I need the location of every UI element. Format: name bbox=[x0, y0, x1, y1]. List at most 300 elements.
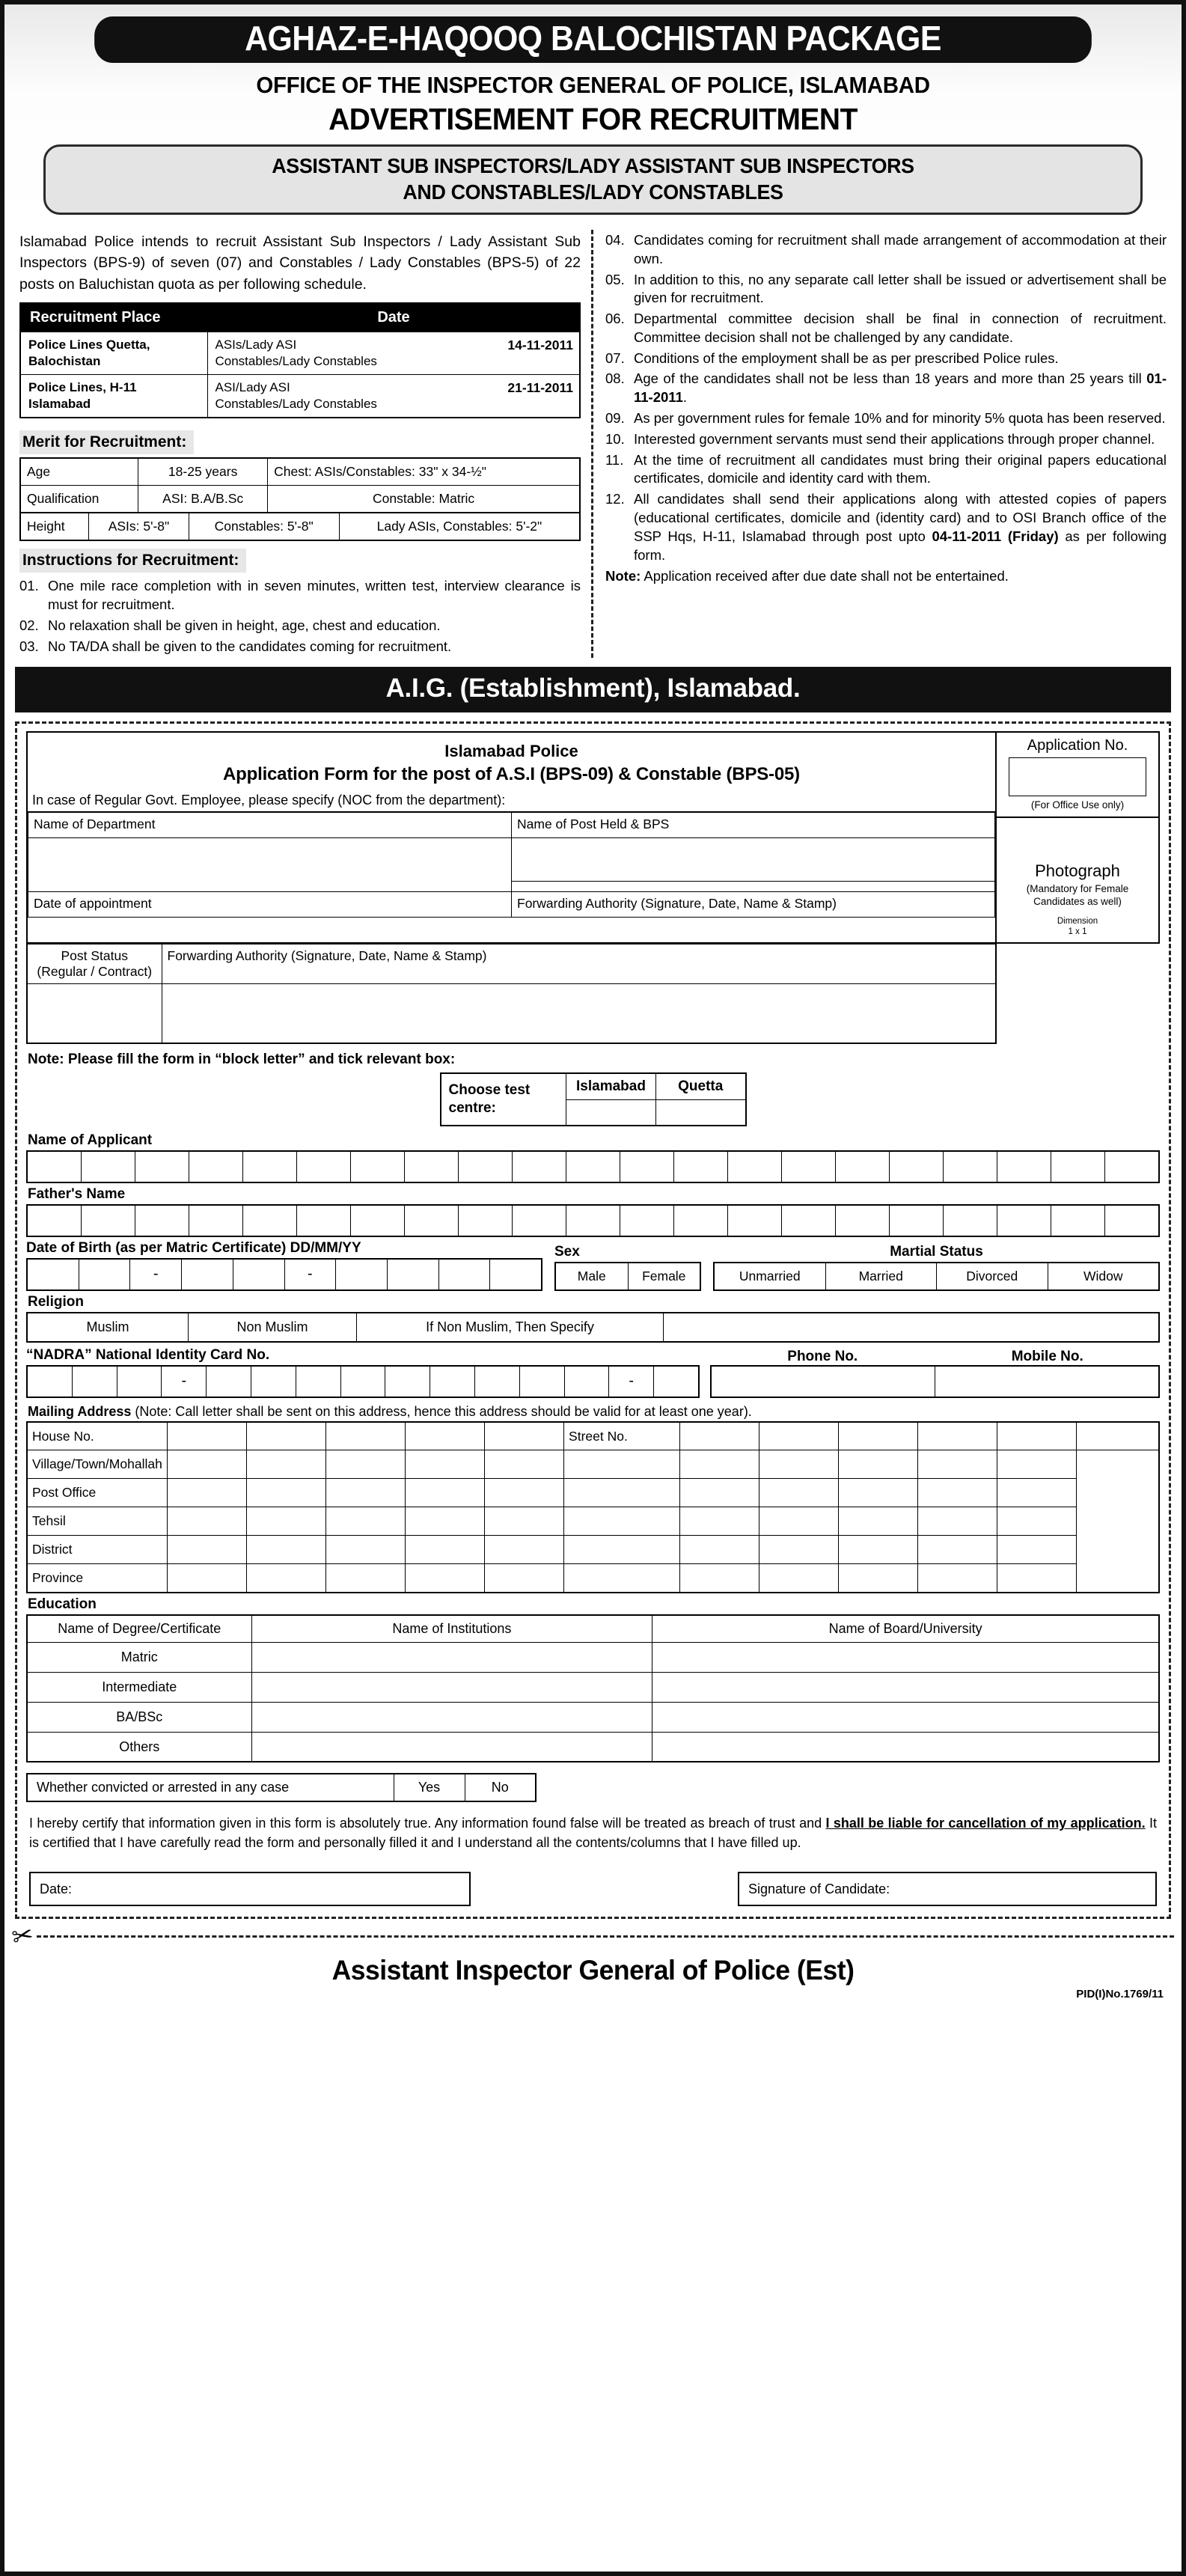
date-of-appointment-input[interactable] bbox=[27, 983, 162, 1043]
religion-option-non-muslim[interactable]: Non Muslim bbox=[189, 1313, 357, 1341]
addr-cell[interactable] bbox=[167, 1564, 246, 1593]
char-cell[interactable] bbox=[189, 1152, 243, 1182]
instructions-heading: Instructions for Recruitment: bbox=[19, 549, 246, 573]
house-cell[interactable] bbox=[405, 1422, 484, 1450]
addr-cell[interactable] bbox=[246, 1564, 325, 1593]
addr-cell[interactable] bbox=[759, 1564, 839, 1593]
date-cell bbox=[207, 332, 580, 374]
char-cell[interactable] bbox=[890, 1206, 944, 1236]
item-number: 03. bbox=[19, 638, 39, 654]
mailing-address-note bbox=[28, 1404, 1160, 1420]
addr-cell[interactable] bbox=[564, 1507, 680, 1536]
addr-cell[interactable] bbox=[246, 1507, 325, 1536]
char-cell[interactable] bbox=[728, 1206, 782, 1236]
height-lady: Lady ASIs, Constables: 5'-2" bbox=[339, 513, 580, 540]
list-item bbox=[605, 370, 1167, 407]
dob-sex-marital-row bbox=[26, 1240, 1160, 1291]
phone-mobile-inputs bbox=[710, 1365, 1160, 1398]
advertisement-line: ADVERTISEMENT FOR RECRUITMENT bbox=[328, 102, 858, 136]
table-row bbox=[28, 837, 995, 881]
form-title-2: Application Form for the post of A.S.I (BPS-09) & Constable (BPS-05) bbox=[223, 764, 800, 785]
char-cell[interactable] bbox=[782, 1206, 836, 1236]
dob-group bbox=[26, 1240, 542, 1291]
centre-label-line-2: centre: bbox=[448, 1100, 496, 1117]
char-cell[interactable] bbox=[728, 1152, 782, 1182]
char-cell[interactable] bbox=[836, 1152, 890, 1182]
table-row bbox=[28, 812, 995, 837]
item-number: 12. bbox=[605, 491, 625, 507]
addr-cell[interactable] bbox=[759, 1450, 839, 1479]
post-held-input-extra[interactable] bbox=[512, 881, 995, 891]
char-cell[interactable] bbox=[251, 1367, 296, 1397]
item-text: At the time of recruitment all candidates must bring their original papers educational certificates, domicile and identity card with them. bbox=[634, 451, 1167, 486]
char-cell[interactable] bbox=[405, 1152, 459, 1182]
addr-cell[interactable] bbox=[680, 1564, 759, 1593]
char-cell[interactable] bbox=[388, 1260, 439, 1289]
char-cell[interactable] bbox=[513, 1152, 566, 1182]
table-row bbox=[20, 332, 580, 374]
addr-cell[interactable] bbox=[167, 1479, 246, 1507]
table-row bbox=[27, 1774, 536, 1801]
addr-cell[interactable] bbox=[405, 1450, 484, 1479]
addr-cell[interactable] bbox=[564, 1450, 680, 1479]
street-cell[interactable] bbox=[680, 1422, 759, 1450]
char-cell[interactable] bbox=[207, 1367, 251, 1397]
nadra-group bbox=[26, 1347, 700, 1398]
street-no-label: Street No. bbox=[564, 1422, 680, 1450]
char-cell[interactable] bbox=[997, 1206, 1051, 1236]
street-cell[interactable] bbox=[839, 1422, 918, 1450]
item-number: 09. bbox=[605, 410, 625, 427]
photograph-block[interactable] bbox=[997, 818, 1158, 942]
posts-line-a: ASIs/Lady ASI bbox=[215, 337, 297, 352]
char-cell[interactable] bbox=[944, 1152, 997, 1182]
table-row bbox=[27, 983, 996, 1043]
char-cell[interactable] bbox=[439, 1260, 491, 1289]
char-cell[interactable] bbox=[341, 1367, 386, 1397]
dash-separator: - bbox=[609, 1367, 654, 1397]
father-name-label: Father's Name bbox=[28, 1185, 126, 1202]
char-cell[interactable] bbox=[782, 1152, 836, 1182]
mailing-address-label: Mailing Address bbox=[28, 1403, 132, 1419]
table-row bbox=[27, 1564, 1159, 1593]
posts-line-2: AND CONSTABLES/LADY CONSTABLES bbox=[403, 180, 783, 204]
dashed-cut-line bbox=[37, 1935, 1175, 1938]
recruitment-date: 21-11-2011 bbox=[507, 379, 573, 395]
form-header-block bbox=[26, 731, 1160, 944]
street-cell[interactable] bbox=[1077, 1422, 1159, 1450]
post-held-input[interactable] bbox=[512, 837, 995, 881]
board-input[interactable] bbox=[652, 1672, 1159, 1702]
qualification-asi: ASI: B.A/B.Sc bbox=[138, 486, 268, 513]
convicted-question: Whether convicted or arrested in any case bbox=[27, 1774, 394, 1801]
item-number: 05. bbox=[605, 271, 625, 287]
addr-cell[interactable] bbox=[839, 1450, 918, 1479]
institution-input[interactable] bbox=[251, 1642, 652, 1672]
marital-option-divorced[interactable]: Divorced bbox=[937, 1263, 1048, 1289]
char-cell[interactable] bbox=[336, 1260, 388, 1289]
table-row bbox=[20, 486, 580, 513]
applicant-name-label: Name of Applicant bbox=[28, 1132, 153, 1148]
char-cell[interactable] bbox=[117, 1367, 162, 1397]
addr-cell[interactable] bbox=[759, 1536, 839, 1564]
addr-cell[interactable] bbox=[918, 1479, 997, 1507]
char-cell[interactable] bbox=[28, 1152, 82, 1182]
test-centre-table bbox=[440, 1072, 747, 1126]
addr-cell[interactable] bbox=[405, 1479, 484, 1507]
char-cell[interactable] bbox=[997, 1152, 1051, 1182]
dimension-label: Dimension bbox=[1057, 917, 1098, 927]
addr-cell[interactable] bbox=[564, 1564, 680, 1593]
addr-cell[interactable] bbox=[680, 1479, 759, 1507]
addr-cell[interactable] bbox=[680, 1507, 759, 1536]
merit-heading: Merit for Recruitment: bbox=[19, 430, 194, 454]
char-cell[interactable] bbox=[944, 1206, 997, 1236]
board-input[interactable] bbox=[652, 1732, 1159, 1762]
degree-matric: Matric bbox=[27, 1642, 251, 1672]
house-cell[interactable] bbox=[246, 1422, 325, 1450]
char-cell[interactable] bbox=[351, 1206, 405, 1236]
addr-cell[interactable] bbox=[485, 1507, 564, 1536]
addr-cell[interactable] bbox=[246, 1536, 325, 1564]
certify-bold-part: I shall be liable for cancellation of my application. bbox=[825, 1816, 1146, 1831]
institution-input[interactable] bbox=[251, 1702, 652, 1732]
char-cell[interactable] bbox=[1051, 1152, 1105, 1182]
form-title-1: Islamabad Police bbox=[444, 742, 578, 761]
mobile-input[interactable] bbox=[935, 1367, 1158, 1397]
district-label: District bbox=[27, 1536, 167, 1564]
date-cell bbox=[207, 374, 580, 418]
addr-cell[interactable] bbox=[759, 1479, 839, 1507]
marital-label: Martial Status bbox=[890, 1243, 983, 1260]
recruitment-date: 14-11-2011 bbox=[507, 337, 573, 352]
addr-cell[interactable] bbox=[325, 1450, 405, 1479]
char-cell[interactable] bbox=[243, 1152, 297, 1182]
char-cell[interactable] bbox=[513, 1206, 566, 1236]
addr-cell[interactable] bbox=[759, 1507, 839, 1536]
centre-checkbox-quetta[interactable] bbox=[656, 1100, 746, 1126]
char-cell[interactable] bbox=[674, 1206, 728, 1236]
certify-part-2: It is certified that I have carefully read the form and personally filled it and I understand all the contents/columns that I have filled up. bbox=[29, 1816, 1157, 1850]
addr-cell[interactable] bbox=[680, 1536, 759, 1564]
addr-cell[interactable] bbox=[325, 1536, 405, 1564]
degree-ba-bsc: BA/BSc bbox=[27, 1702, 251, 1732]
table-row bbox=[27, 1479, 1159, 1507]
item-text: One mile race completion with in seven minutes, written test, interview clearance is must for recruitment. bbox=[48, 578, 581, 612]
char-cell[interactable] bbox=[233, 1260, 285, 1289]
phone-mobile-labels bbox=[710, 1349, 1160, 1365]
department-input[interactable] bbox=[28, 837, 512, 891]
char-cell[interactable] bbox=[475, 1367, 520, 1397]
noc-table-2 bbox=[26, 944, 997, 1045]
char-cell[interactable] bbox=[135, 1206, 189, 1236]
char-cell[interactable] bbox=[182, 1260, 233, 1289]
date-label: Date: bbox=[40, 1881, 73, 1896]
item-number: 07. bbox=[605, 350, 625, 366]
post-status-line-2: (Regular / Contract) bbox=[37, 963, 153, 979]
institution-input[interactable] bbox=[251, 1732, 652, 1762]
char-cell[interactable] bbox=[28, 1260, 79, 1289]
char-cell[interactable] bbox=[296, 1367, 341, 1397]
education-table bbox=[26, 1614, 1160, 1763]
char-cell[interactable] bbox=[243, 1206, 297, 1236]
house-cell[interactable] bbox=[325, 1422, 405, 1450]
height-asi: ASIs: 5'-8" bbox=[89, 513, 189, 540]
addr-cell[interactable] bbox=[680, 1450, 759, 1479]
addr-cell[interactable] bbox=[405, 1507, 484, 1536]
item-text: No TA/DA shall be given to the candidates coming for recruitment. bbox=[48, 638, 452, 654]
father-name-input[interactable] bbox=[26, 1204, 1160, 1237]
name-of-department-label: Name of Department bbox=[28, 812, 512, 837]
dash-separator: - bbox=[285, 1260, 337, 1289]
col-date: Date bbox=[207, 303, 580, 332]
addr-cell[interactable] bbox=[167, 1507, 246, 1536]
dash-separator: - bbox=[162, 1367, 207, 1397]
schedule-table bbox=[19, 302, 581, 418]
form-header-right bbox=[995, 733, 1158, 942]
religion-option-specify-label: If Non Muslim, Then Specify bbox=[357, 1313, 664, 1341]
char-cell[interactable] bbox=[566, 1152, 620, 1182]
tehsil-label: Tehsil bbox=[27, 1507, 167, 1536]
addr-cell[interactable] bbox=[997, 1507, 1077, 1536]
char-cell[interactable] bbox=[82, 1152, 135, 1182]
sex-option-male[interactable]: Male bbox=[556, 1263, 629, 1289]
centre-checkbox-islamabad[interactable] bbox=[566, 1100, 656, 1126]
addr-cell[interactable] bbox=[246, 1479, 325, 1507]
post-office-label: Post Office bbox=[27, 1479, 167, 1507]
religion-options bbox=[26, 1312, 1160, 1343]
applicant-name-input[interactable] bbox=[26, 1150, 1160, 1183]
char-cell[interactable] bbox=[890, 1152, 944, 1182]
addr-cell[interactable] bbox=[997, 1450, 1077, 1479]
col-degree: Name of Degree/Certificate bbox=[27, 1615, 251, 1643]
char-cell[interactable] bbox=[430, 1367, 475, 1397]
age-value: 18-25 years bbox=[138, 458, 268, 486]
item-text: Age of the candidates shall not be less than 18 years and more than 25 years till 01-11-2011. bbox=[634, 370, 1167, 406]
char-cell[interactable] bbox=[620, 1206, 674, 1236]
char-cell[interactable] bbox=[836, 1206, 890, 1236]
char-cell[interactable] bbox=[565, 1367, 610, 1397]
addr-cell[interactable] bbox=[485, 1450, 564, 1479]
marital-option-widow[interactable]: Widow bbox=[1083, 1268, 1123, 1284]
convicted-table bbox=[26, 1773, 537, 1802]
post-status-line-1: Post Status bbox=[61, 947, 128, 963]
dob-label: Date of Birth (as per Matric Certificate) DD/MM/YY bbox=[26, 1239, 361, 1256]
degree-intermediate: Intermediate bbox=[27, 1672, 251, 1702]
item-number: 02. bbox=[19, 617, 39, 633]
height-label: Height bbox=[20, 513, 89, 540]
aig-banner: A.I.G. (Establishment), Islamabad. bbox=[15, 667, 1171, 712]
addr-cell[interactable] bbox=[325, 1507, 405, 1536]
age-label: Age bbox=[20, 458, 138, 486]
addr-cell[interactable] bbox=[839, 1564, 918, 1593]
char-cell[interactable] bbox=[28, 1206, 82, 1236]
pid-number: PID(I)No.1769/11 bbox=[1076, 1988, 1164, 2001]
addr-cell[interactable] bbox=[839, 1479, 918, 1507]
dash-separator: - bbox=[130, 1260, 182, 1289]
phone-label: Phone No. bbox=[787, 1348, 858, 1364]
marital-option-married[interactable]: Married bbox=[826, 1263, 938, 1289]
board-input[interactable] bbox=[652, 1642, 1159, 1672]
addr-cell[interactable] bbox=[997, 1479, 1077, 1507]
addr-cell[interactable] bbox=[839, 1507, 918, 1536]
list-item bbox=[605, 310, 1167, 347]
signature-row bbox=[29, 1872, 1157, 1906]
name-of-post-label: Name of Post Held & BPS bbox=[512, 812, 995, 837]
table-row bbox=[441, 1073, 746, 1100]
height-constable: Constables: 5'-8" bbox=[189, 513, 339, 540]
char-cell[interactable] bbox=[566, 1206, 620, 1236]
addr-cell[interactable] bbox=[918, 1564, 997, 1593]
addr-cell[interactable] bbox=[485, 1564, 564, 1593]
province-label: Province bbox=[27, 1564, 167, 1593]
list-item bbox=[605, 430, 1167, 449]
institution-input[interactable] bbox=[251, 1672, 652, 1702]
addr-cell[interactable] bbox=[564, 1536, 680, 1564]
char-cell[interactable] bbox=[1105, 1206, 1158, 1236]
char-cell[interactable] bbox=[620, 1152, 674, 1182]
nadra-input[interactable] bbox=[26, 1365, 700, 1398]
sex-option-female[interactable]: Female bbox=[642, 1268, 686, 1284]
table-row bbox=[27, 1642, 1159, 1672]
addr-cell[interactable] bbox=[485, 1536, 564, 1564]
char-cell[interactable] bbox=[73, 1367, 117, 1397]
item-text: Interested government servants must send their applications through proper channel. bbox=[634, 430, 1155, 447]
left-column bbox=[19, 230, 591, 658]
right-note bbox=[605, 567, 1167, 585]
posts-line-a: ASI/Lady ASI bbox=[215, 379, 290, 394]
char-cell[interactable] bbox=[674, 1152, 728, 1182]
char-cell[interactable] bbox=[297, 1152, 351, 1182]
list-item bbox=[605, 350, 1167, 368]
addr-cell[interactable] bbox=[167, 1450, 246, 1479]
phone-mobile-group bbox=[710, 1349, 1160, 1398]
table-row bbox=[27, 1450, 1159, 1479]
addr-cell[interactable] bbox=[246, 1450, 325, 1479]
addr-cell[interactable] bbox=[405, 1564, 484, 1593]
table-row bbox=[27, 1672, 1159, 1702]
centre-label-line-1: Choose test bbox=[448, 1082, 531, 1099]
addr-cell[interactable] bbox=[167, 1536, 246, 1564]
list-item bbox=[605, 231, 1167, 269]
mailing-address-hint: (Note: Call letter shall be sent on this address, hence this address should be valid for at least one year). bbox=[131, 1403, 752, 1419]
char-cell[interactable] bbox=[135, 1152, 189, 1182]
char-cell[interactable] bbox=[1105, 1152, 1158, 1182]
rules-list bbox=[605, 231, 1167, 564]
table-row bbox=[27, 944, 996, 983]
list-item bbox=[605, 451, 1167, 489]
item-number: 10. bbox=[605, 430, 625, 447]
certification-text bbox=[29, 1814, 1157, 1852]
posts-box bbox=[43, 144, 1143, 215]
char-cell[interactable] bbox=[459, 1152, 513, 1182]
char-cell[interactable] bbox=[297, 1206, 351, 1236]
addr-cell[interactable] bbox=[997, 1536, 1077, 1564]
table-header-row bbox=[20, 303, 580, 332]
street-cell[interactable] bbox=[759, 1422, 839, 1450]
addr-cell[interactable] bbox=[839, 1536, 918, 1564]
table-row bbox=[20, 374, 580, 418]
item-text: No relaxation shall be given in height, age, chest and education. bbox=[48, 617, 441, 633]
village-label: Village/Town/Mohallah bbox=[27, 1450, 167, 1479]
addr-cell[interactable] bbox=[918, 1450, 997, 1479]
photograph-dimension bbox=[1001, 916, 1154, 938]
instructions-list bbox=[19, 577, 581, 656]
dob-input[interactable] bbox=[26, 1258, 542, 1291]
list-item bbox=[19, 617, 581, 635]
house-cell[interactable] bbox=[485, 1422, 564, 1450]
application-no-input[interactable] bbox=[1009, 757, 1146, 796]
addr-cell[interactable] bbox=[325, 1564, 405, 1593]
forwarding-authority-input[interactable] bbox=[162, 983, 996, 1043]
convicted-option-no[interactable]: No bbox=[465, 1774, 536, 1801]
addr-cell[interactable] bbox=[485, 1479, 564, 1507]
char-cell[interactable] bbox=[28, 1367, 73, 1397]
note-label: Note: bbox=[605, 568, 641, 585]
cut-line-row bbox=[9, 1920, 1174, 1953]
table-row bbox=[20, 458, 580, 486]
addr-cell[interactable] bbox=[325, 1479, 405, 1507]
phone-input[interactable] bbox=[712, 1367, 935, 1397]
date-field[interactable] bbox=[29, 1872, 471, 1906]
convicted-option-yes[interactable]: Yes bbox=[394, 1774, 465, 1801]
posts-line-1: ASSISTANT SUB INSPECTORS/LADY ASSISTANT SUB INSPECTORS bbox=[272, 154, 914, 177]
block-letter-note: Note: Please fill the form in “block letter” and tick relevant box: bbox=[28, 1052, 456, 1068]
char-cell[interactable] bbox=[79, 1260, 131, 1289]
marital-option-unmarried[interactable]: Unmarried bbox=[715, 1263, 826, 1289]
char-cell[interactable] bbox=[351, 1152, 405, 1182]
signature-label: Signature of Candidate: bbox=[748, 1881, 890, 1896]
char-cell[interactable] bbox=[82, 1206, 135, 1236]
post-status-label bbox=[27, 944, 162, 983]
table-row bbox=[27, 1507, 1159, 1536]
char-cell[interactable] bbox=[654, 1367, 698, 1397]
note-text: Application received after due date shall not be entertained. bbox=[641, 568, 1009, 585]
char-cell[interactable] bbox=[385, 1367, 430, 1397]
char-cell[interactable] bbox=[520, 1367, 565, 1397]
application-no-label: Application No. bbox=[1027, 737, 1128, 754]
marital-options bbox=[713, 1262, 1160, 1291]
addr-cell[interactable] bbox=[918, 1507, 997, 1536]
board-input[interactable] bbox=[652, 1702, 1159, 1732]
forwarding-authority-header: Forwarding Authority (Signature, Date, Name & Stamp) bbox=[162, 944, 996, 983]
char-cell[interactable] bbox=[405, 1206, 459, 1236]
char-cell[interactable] bbox=[490, 1260, 541, 1289]
religion-specify-input[interactable] bbox=[664, 1313, 1158, 1341]
char-cell[interactable] bbox=[459, 1206, 513, 1236]
list-item bbox=[19, 577, 581, 614]
signature-field[interactable] bbox=[738, 1872, 1157, 1906]
street-cell[interactable] bbox=[997, 1422, 1077, 1450]
addr-cell[interactable] bbox=[405, 1536, 484, 1564]
addr-cell[interactable] bbox=[918, 1536, 997, 1564]
house-cell[interactable] bbox=[167, 1422, 246, 1450]
merit-height-table bbox=[19, 512, 581, 541]
religion-option-muslim[interactable]: Muslim bbox=[28, 1313, 189, 1341]
intro-paragraph: Islamabad Police intends to recruit Assistant Sub Inspectors / Lady Assistant Sub Inspectors (BPS-9) of seven (07) and Constables / Lady Constables (BPS-5) of 22 posts on Baluchistan quota as per following schedule. bbox=[19, 234, 581, 293]
mailing-address-table bbox=[26, 1421, 1160, 1593]
char-cell[interactable] bbox=[1051, 1206, 1105, 1236]
addr-cell[interactable] bbox=[997, 1564, 1077, 1593]
item-number: 11. bbox=[605, 451, 624, 468]
office-use-note: (For Office Use only) bbox=[1030, 799, 1125, 811]
street-cell[interactable] bbox=[918, 1422, 997, 1450]
centre-option-quetta: Quetta bbox=[656, 1073, 746, 1100]
table-row bbox=[27, 1732, 1159, 1762]
char-cell[interactable] bbox=[189, 1206, 243, 1236]
addr-cell[interactable] bbox=[564, 1479, 680, 1507]
package-banner: AGHAZ-E-HAQOOQ BALOCHISTAN PACKAGE bbox=[94, 16, 1092, 63]
